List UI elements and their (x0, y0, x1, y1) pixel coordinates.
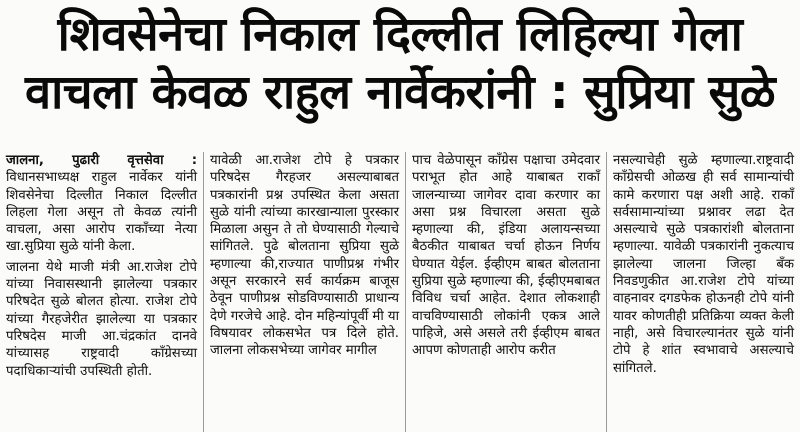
article-paragraph: जालना येथे माजी मंत्री आ.राजेश टोपे यांच्या निवासस्थानी झालेल्या पत्रकार परिषदेत सुळे बोलत होत्या. राजेश टोपे यांच्या गैरहजेरीत झालेल्या या पत्रकार परिषदेस माजी आ.चंद्रकांत दानवे यांच्यासह राष्ट्रवादी काँग्रेसच्या पदाधिकाऱ्यांची उपस्थिती होती. (6, 259, 197, 379)
article-paragraph: यावेळी आ.राजेश टोपे हे पत्रकार परिषदेस गैरहजर असल्याबाबत पत्रकारांनी प्रश्न उपस्थित केला असता सुळे यांनी त्यांच्या कारखान्याला पुरस्कार मिळाला असुन ते तो घेण्यासाठी गेल्याचे सांगितले. पुढे बोलताना सुप्रिया सुळे म्हणाल्या की,राज्यात पाणीप्रश्न गंभीर असून सरकारने सर्व कार्यक्रम बाजूस ठेवून पाणीप्रश्न सोडविण्यासाठी प्राधान्य देणे गरजेचे आहे. दोन महिन्यांपूर्वी मी या विषयावर लोकसभेत पत्र दिले होते. जालना लोकसभेच्या जागेवर मागील (210, 153, 399, 359)
article-body (0, 152, 800, 432)
article-paragraph: नसल्याचेही सुळे म्हणाल्या.राष्ट्रवादी काँग्रेसची ओळख ही सर्व सामान्यांची कामे करणारा पक्ष अशी आहे. राकाँ सर्वसामान्यांच्या प्रश्नावर लढा देत असल्याचे सुळे पत्रकारांशी बोलताना म्हणाल्या. यावेळी पत्रकारांनी नुकत्याच झालेल्या जालना जिल्हा बँक निवडणुकीत आ.राजेश टोपे यांच्या वाहनावर दगडफेक होऊनही टोपे यांनी यावर कोणतीही प्रतिक्रिया व्यक्त केली नाही, असे विचारल्यानंतर सुळे यांनी टोपे हे शांत स्वभावाचे असल्याचे सांगितले. (613, 153, 794, 376)
article-paragraph: पाच वेळेपासून काँग्रेस पक्षाचा उमेदवार पराभूत होत आहे याबाबत राकाँ जालन्याच्या जागेवर दावा करणार का असा प्रश्न विचारला असता सुळे म्हणाल्या की, इंडिया अलायन्सच्या बैठकीत याबाबत चर्चा होऊन निर्णय घेण्यात येईल. ईव्हीएम बाबत बोलताना सुप्रिया सुळे म्हणाल्या की, ईव्हीएमबाबत विविध चर्चा आहेत. देशात लोकशाही वाचविण्यासाठी लोकांनी एकत्र आले पाहिजे, असे असले तरी ईव्हीएम बाबत आपण कोणताही आरोप करीत (412, 153, 600, 359)
article-column-3 (405, 152, 606, 432)
headline-line-1: शिवसेनेचा निकाल दिल्लीत लिहिल्या गेला (57, 7, 743, 62)
headline (0, 6, 800, 122)
article-paragraph (6, 152, 197, 256)
article-column-2 (203, 152, 405, 432)
article-text: विधानसभाध्यक्ष राहुल नार्वेकर यांनी शिवसेनेचा दिल्लीत निकाल दिल्लीत लिहला गेला असून तो केवळ त्यांनी वाचला, असा आरोप राकाँच्या नेत्या खा.सुप्रिया सुळे यांनी केला. (6, 170, 197, 255)
article-column-1 (0, 152, 203, 432)
dateline: जालना, पुढारी वृत्तसेवा : (6, 153, 197, 168)
headline-line-2: वाचला केवळ राहुल नार्वेकरांनी : सुप्रिया सुळे (24, 65, 776, 120)
article-column-4 (606, 152, 800, 432)
